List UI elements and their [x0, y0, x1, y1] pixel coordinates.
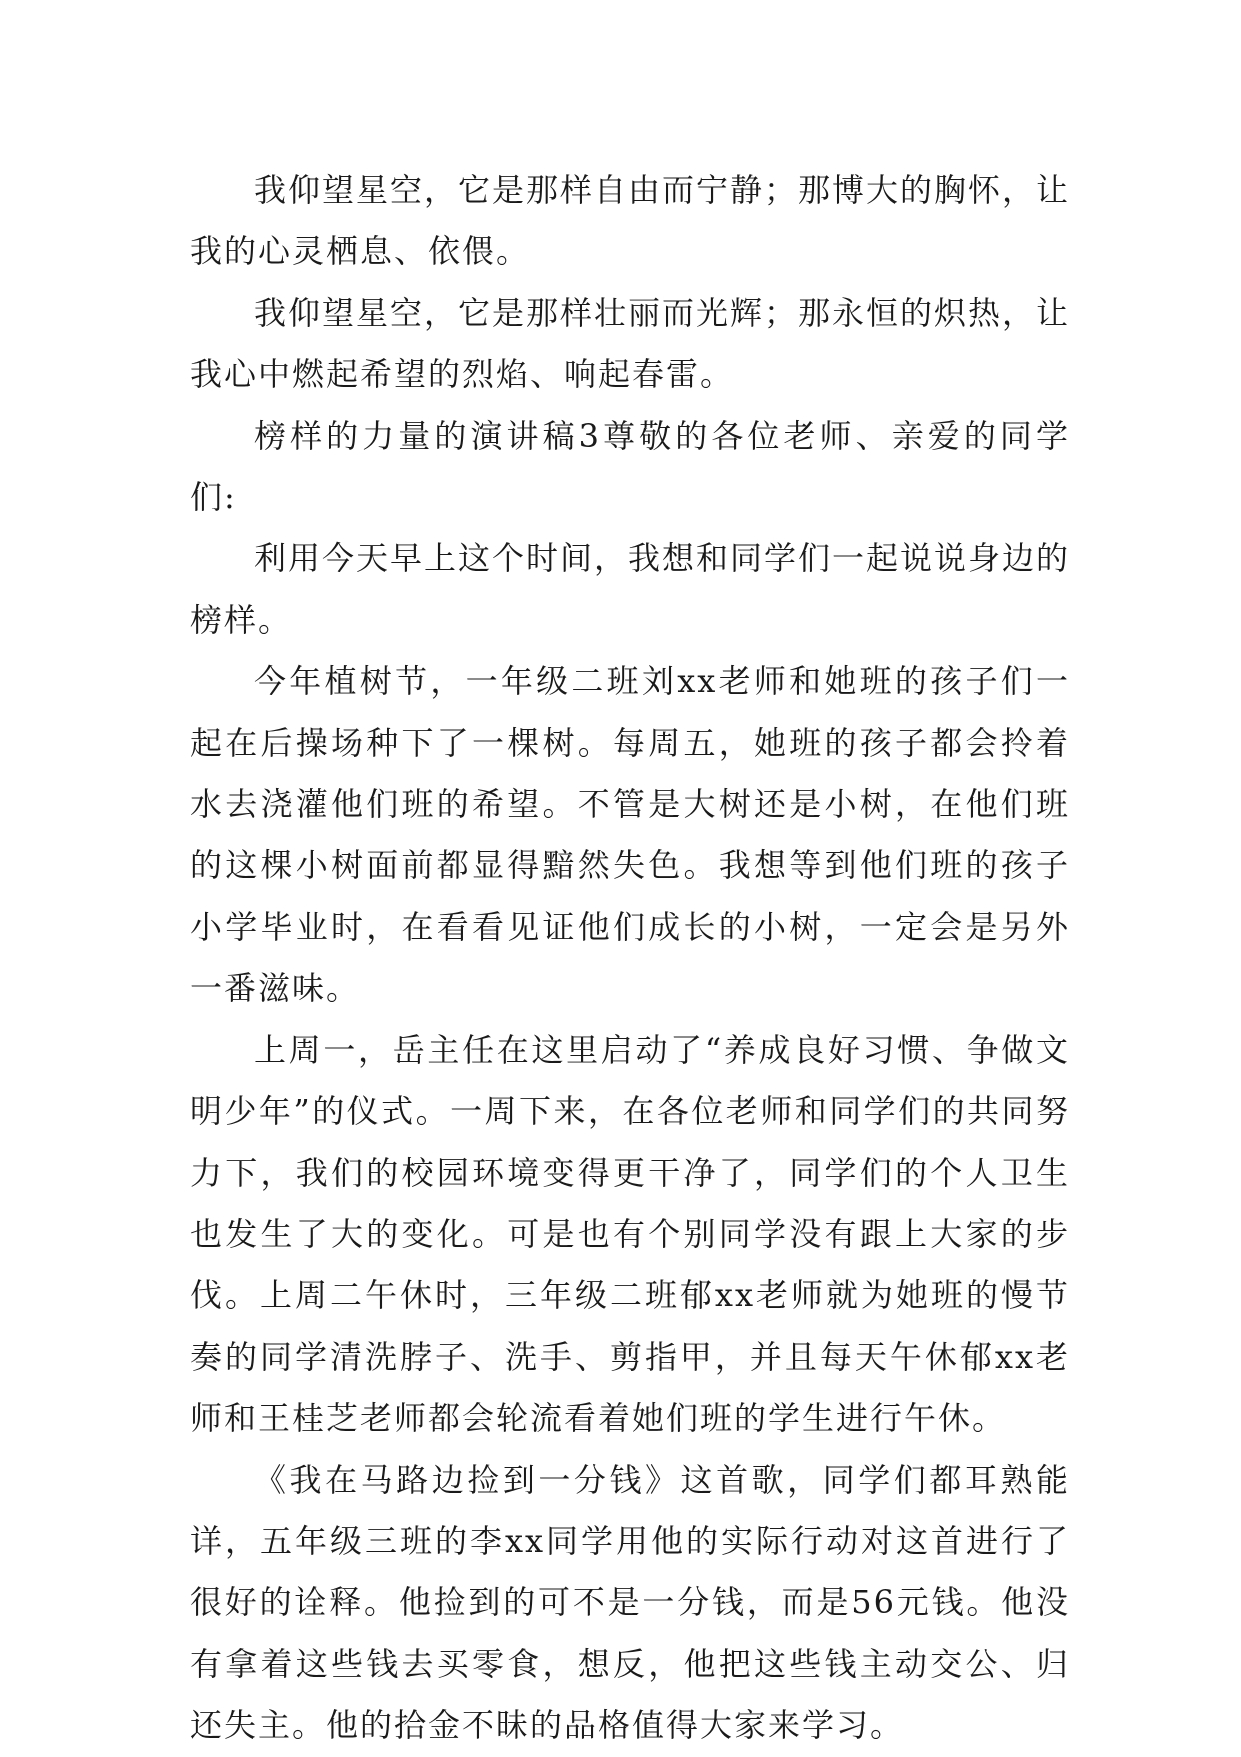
- paragraph: 利用今天早上这个时间，我想和同学们一起说说身边的榜样。: [190, 539, 1071, 639]
- paragraph: 上周一，岳主任在这里启动了“养成良好习惯、争做文明少年”的仪式。一周下来，在各位老师和同学们的共同努力下，我们的校园环境变得更干净了，同学们的个人卫生也发生了大的变化。可是也有个别同学没有跟上大家的步伐。上周二午休时，三年级二班郁xx老师就为她班的慢节奏的同学清洗脖子、洗手、剪指甲，并且每天午休郁xx老师和王桂芝老师都会轮流看着她们班的学生进行午休。: [190, 1030, 1070, 1438]
- paragraph: 今年植树节，一年级二班刘xx老师和她班的孩子们一起在后操场种下了一棵树。每周五，她班的孩子都会拎着水去浇灌他们班的希望。不管是大树还是小树，在他们班的这棵小树面前都显得黯然失色。我想等到他们班的孩子小学毕业时，在看看见证他们成长的小树，一定会是另外一番滋味。: [190, 662, 1070, 1008]
- document-body: [190, 160, 1070, 1757]
- paragraph: 榜样的力量的演讲稿3尊敬的各位老师、亲爱的同学们:: [190, 416, 1070, 517]
- paragraph: 我仰望星空，它是那样自由而宁静；那博大的胸怀，让我的心灵栖息、依偎。: [190, 171, 1071, 271]
- paragraph: 《我在马路边捡到一分钱》这首歌，同学们都耳熟能详，五年级三班的李xx同学用他的实际行动对这首进行了很好的诠释。他捡到的可不是一分钱，而是56元钱。他没有拿着这些钱去买零食，想反，他把这些钱主动交公、归还失主。他的拾金不昧的品格值得大家来学习。: [190, 1460, 1070, 1745]
- paragraph: 我仰望星空，它是那样壮丽而光辉；那永恒的炽热，让我心中燃起希望的烈焰、响起春雷。: [190, 293, 1071, 394]
